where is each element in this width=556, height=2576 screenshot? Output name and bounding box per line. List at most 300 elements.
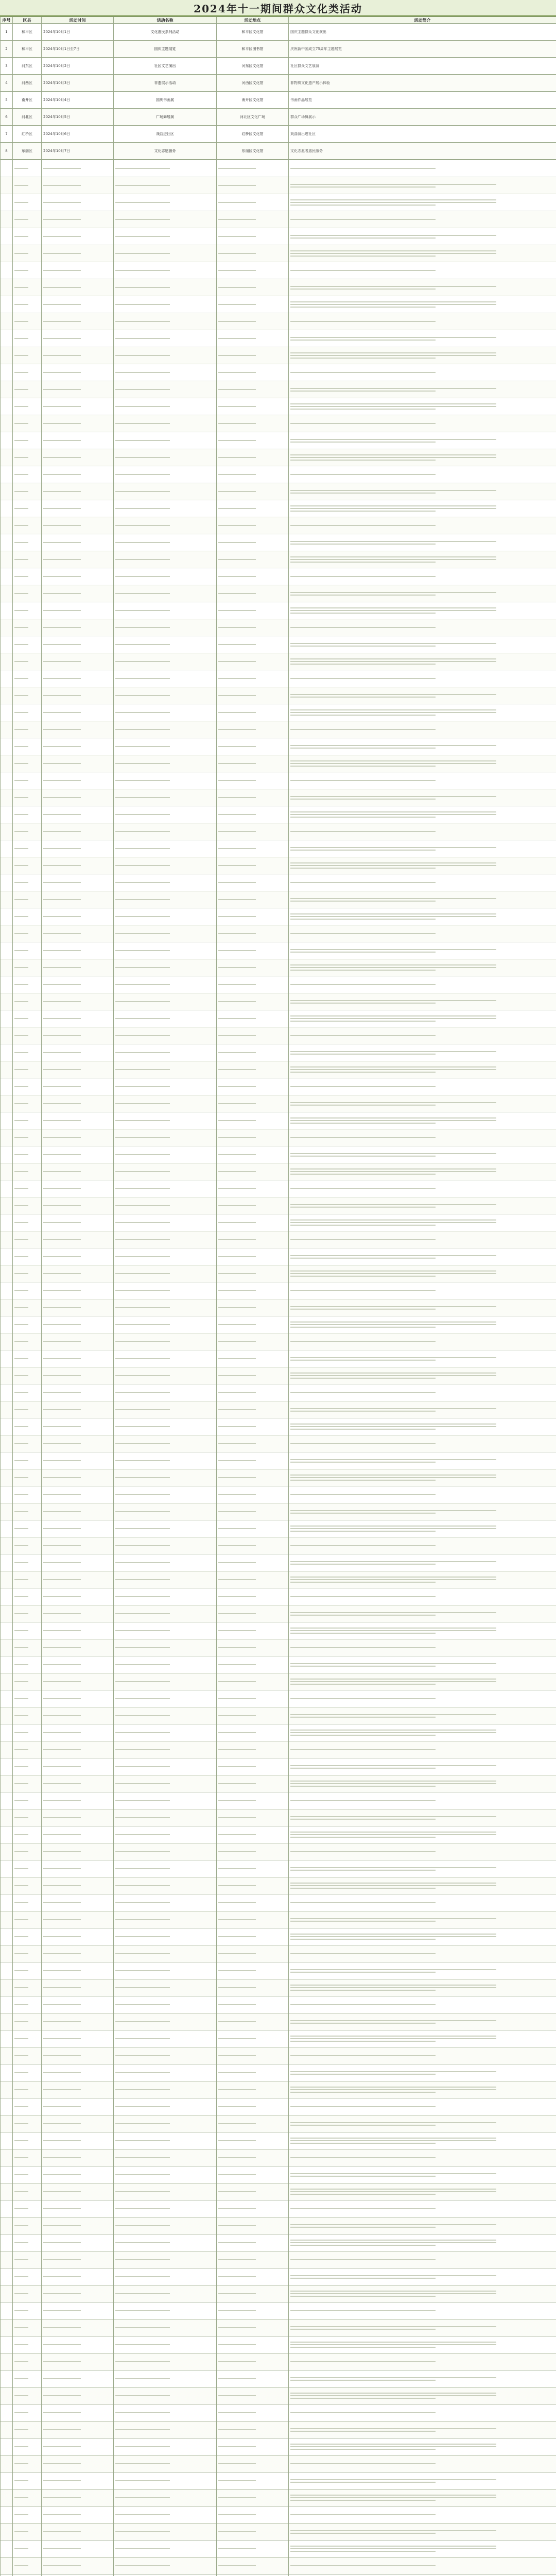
cell-placeholder (217, 1979, 289, 1996)
text-line-placeholder (43, 1324, 81, 1325)
table-row-placeholder (1, 1027, 556, 1044)
cell-placeholder (1, 2047, 13, 2064)
text-line-placeholder (43, 2395, 81, 2396)
text-line-placeholder (14, 1307, 28, 1308)
text-line-placeholder (115, 763, 170, 764)
text-line-placeholder (290, 1735, 436, 1736)
text-line-placeholder (290, 745, 496, 746)
text-line-placeholder (43, 1052, 81, 1053)
cell-placeholder (289, 330, 556, 347)
text-line-placeholder (14, 1868, 28, 1869)
text-line-placeholder (290, 1222, 496, 1223)
text-line-placeholder (115, 2157, 170, 2158)
cell-placeholder (42, 1401, 114, 1418)
cell-placeholder (289, 1231, 556, 1248)
text-line-placeholder (115, 1562, 170, 1563)
cell-placeholder (13, 296, 42, 313)
text-line-placeholder (290, 403, 496, 404)
cell-placeholder (1, 1044, 13, 1061)
table-row-placeholder (1, 1622, 556, 1639)
text-line-placeholder (290, 1480, 436, 1481)
cell-placeholder (42, 1469, 114, 1486)
cell-placeholder (289, 1775, 556, 1792)
cell-placeholder (114, 500, 217, 517)
text-line-placeholder (115, 2310, 170, 2311)
text-line-placeholder (115, 780, 170, 781)
cell-placeholder (217, 1418, 289, 1435)
text-line-placeholder (290, 1174, 436, 1175)
text-line-placeholder (14, 1018, 28, 1019)
cell-placeholder (13, 2064, 42, 2081)
cell-placeholder (42, 1214, 114, 1231)
cell-placeholder (114, 2217, 217, 2234)
cell-placeholder (13, 2285, 42, 2302)
cell-placeholder (13, 1282, 42, 1299)
cell-placeholder (114, 2540, 217, 2557)
text-line-placeholder (14, 1001, 28, 1002)
text-line-placeholder (290, 493, 436, 494)
text-line-placeholder (43, 2157, 81, 2158)
cell-placeholder (1, 1724, 13, 1741)
text-line-placeholder (115, 1545, 170, 1546)
text-line-placeholder (290, 595, 436, 596)
text-line-placeholder (115, 610, 170, 611)
table-row-placeholder (1, 1724, 556, 1741)
cell-time: 2024年10月5日 (42, 109, 114, 126)
cell-placeholder (289, 1061, 556, 1078)
text-line-placeholder (43, 797, 81, 798)
cell-placeholder (42, 857, 114, 874)
table-row-placeholder (1, 840, 556, 857)
cell-placeholder (217, 2115, 289, 2132)
text-line-placeholder (43, 950, 81, 951)
text-line-placeholder (43, 1392, 81, 1393)
text-line-placeholder (290, 2482, 436, 2483)
text-line-placeholder (218, 797, 256, 798)
cell-placeholder (114, 755, 217, 772)
text-line-placeholder (115, 2055, 170, 2056)
cell-placeholder (42, 1826, 114, 1843)
text-line-placeholder (290, 610, 496, 611)
cell-placeholder (42, 1316, 114, 1333)
cell-placeholder (42, 2353, 114, 2370)
table-row-placeholder (1, 2115, 556, 2132)
cell-time: 2024年10月3日 (42, 75, 114, 92)
cell-placeholder (217, 347, 289, 364)
cell-placeholder (114, 245, 217, 262)
text-line-placeholder (115, 1001, 170, 1002)
text-line-placeholder (115, 1443, 170, 1444)
cell-placeholder (289, 500, 556, 517)
text-line-placeholder (14, 1970, 28, 1971)
cell-placeholder (1, 228, 13, 245)
cell-placeholder (1, 1061, 13, 1078)
text-line-placeholder (115, 355, 170, 356)
cell-placeholder (114, 2506, 217, 2523)
text-line-placeholder (43, 933, 81, 934)
text-line-placeholder (218, 2463, 256, 2464)
cell-placeholder (217, 1044, 289, 1061)
cell-placeholder (1, 364, 13, 381)
cell-placeholder (289, 1299, 556, 1316)
cell-placeholder (114, 296, 217, 313)
cell-placeholder (13, 2523, 42, 2540)
text-line-placeholder (218, 2021, 256, 2022)
text-line-placeholder (43, 287, 81, 288)
cell-placeholder (42, 1945, 114, 1962)
cell-placeholder (1, 1180, 13, 1197)
cell-placeholder (42, 1673, 114, 1690)
cell-placeholder (217, 177, 289, 194)
cell-district: 和平区 (13, 24, 42, 41)
text-line-placeholder (43, 1545, 81, 1546)
cell-placeholder (114, 1231, 217, 1248)
cell-placeholder (114, 1588, 217, 1605)
table-row-placeholder (1, 772, 556, 789)
text-line-placeholder (290, 1258, 436, 1259)
text-line-placeholder (115, 1154, 170, 1155)
text-line-placeholder (43, 542, 81, 543)
text-line-placeholder (14, 1766, 28, 1767)
table-row-placeholder (1, 1367, 556, 1384)
text-line-placeholder (218, 2174, 256, 2175)
cell-placeholder (42, 2421, 114, 2438)
cell-placeholder (1, 1945, 13, 1962)
text-line-placeholder (115, 1205, 170, 1206)
cell-placeholder (42, 687, 114, 704)
text-line-placeholder (43, 746, 81, 747)
text-line-placeholder (14, 2038, 28, 2039)
table-row-placeholder (1, 1452, 556, 1469)
cell-placeholder (217, 755, 289, 772)
text-line-placeholder (218, 287, 256, 288)
cell-placeholder (1, 1758, 13, 1775)
table-row-placeholder (1, 1911, 556, 1928)
text-line-placeholder (218, 1732, 256, 1733)
text-line-placeholder (218, 1154, 256, 1155)
text-line-placeholder (290, 1429, 436, 1430)
cell-placeholder (42, 449, 114, 466)
text-line-placeholder (14, 2276, 28, 2277)
text-line-placeholder (115, 1817, 170, 1818)
text-line-placeholder (115, 2565, 170, 2566)
text-line-placeholder (218, 933, 256, 934)
cell-placeholder (289, 2455, 556, 2472)
text-line-placeholder (43, 1902, 81, 1903)
text-line-placeholder (218, 1171, 256, 1172)
cell-placeholder (289, 925, 556, 942)
table-row-placeholder (1, 1214, 556, 1231)
text-line-placeholder (218, 1120, 256, 1121)
text-line-placeholder (290, 1219, 496, 1221)
cell-placeholder (289, 738, 556, 755)
cell-placeholder (289, 1758, 556, 1775)
text-line-placeholder (43, 1800, 81, 1801)
text-line-placeholder (14, 2293, 28, 2294)
cell-placeholder (1, 1435, 13, 1452)
text-line-placeholder (290, 2036, 496, 2037)
cell-placeholder (1, 755, 13, 772)
text-line-placeholder (290, 1462, 436, 1463)
cell-placeholder (114, 228, 217, 245)
cell-placeholder (1, 2064, 13, 2081)
cell-placeholder (289, 296, 556, 313)
text-line-placeholder (43, 593, 81, 594)
cell-placeholder (217, 296, 289, 313)
cell-placeholder (114, 1741, 217, 1758)
table-row-placeholder (1, 2251, 556, 2268)
cell-placeholder (289, 2387, 556, 2404)
cell-placeholder (13, 1503, 42, 1520)
cell-placeholder (1, 2217, 13, 2234)
cell-time: 2024年10月7日 (42, 143, 114, 160)
text-line-placeholder (115, 2361, 170, 2362)
cell-placeholder (114, 942, 217, 959)
text-line-placeholder (14, 729, 28, 730)
text-line-placeholder (218, 865, 256, 866)
table-row-placeholder (1, 1010, 556, 1027)
cell-placeholder (42, 1996, 114, 2013)
text-line-placeholder (115, 1613, 170, 1614)
text-line-placeholder (43, 2242, 81, 2243)
text-line-placeholder (290, 406, 496, 407)
cell-placeholder (114, 1435, 217, 1452)
cell-placeholder (42, 364, 114, 381)
text-line-placeholder (14, 746, 28, 747)
cell-placeholder (114, 1945, 217, 1962)
cell-placeholder (217, 619, 289, 636)
cell-placeholder (13, 2319, 42, 2336)
text-line-placeholder (14, 304, 28, 305)
text-line-placeholder (43, 1732, 81, 1733)
text-line-placeholder (14, 916, 28, 917)
cell-placeholder (13, 1112, 42, 1129)
cell-placeholder (13, 755, 42, 772)
cell-placeholder (114, 1724, 217, 1741)
cell-placeholder (289, 1197, 556, 1214)
cell-placeholder (114, 806, 217, 823)
text-line-placeholder (14, 1953, 28, 1954)
text-line-placeholder (290, 1066, 496, 1067)
cell-placeholder (217, 704, 289, 721)
cell-placeholder (217, 925, 289, 942)
text-line-placeholder (43, 1222, 81, 1223)
text-line-placeholder (14, 1681, 28, 1682)
cell-placeholder (289, 381, 556, 398)
text-line-placeholder (14, 2514, 28, 2515)
text-line-placeholder (115, 236, 170, 237)
table-row-placeholder (1, 2132, 556, 2149)
text-line-placeholder (290, 238, 436, 239)
cell-placeholder (217, 2489, 289, 2506)
cell-placeholder (217, 551, 289, 568)
text-line-placeholder (43, 2191, 81, 2192)
text-line-placeholder (43, 355, 81, 356)
cell-placeholder (13, 2455, 42, 2472)
text-line-placeholder (218, 508, 256, 509)
cell-placeholder (42, 1384, 114, 1401)
text-line-placeholder (290, 694, 496, 695)
text-line-placeholder (43, 712, 81, 713)
cell-placeholder (13, 636, 42, 653)
cell-placeholder (42, 602, 114, 619)
cell-placeholder (289, 2234, 556, 2251)
cell-placeholder (13, 194, 42, 211)
cell-placeholder (289, 1928, 556, 1945)
text-line-placeholder (290, 2208, 436, 2209)
cell-placeholder (114, 2370, 217, 2387)
cell-placeholder (289, 1435, 556, 1452)
text-line-placeholder (290, 709, 496, 710)
table-row-placeholder (1, 1588, 556, 1605)
text-line-placeholder (115, 2072, 170, 2073)
cell-placeholder (42, 1129, 114, 1146)
table-row-placeholder (1, 823, 556, 840)
cell-placeholder (289, 1044, 556, 1061)
text-line-placeholder (115, 1477, 170, 1478)
cell-placeholder (42, 2064, 114, 2081)
table-row-placeholder (1, 466, 556, 483)
text-line-placeholder (14, 1732, 28, 1733)
text-line-placeholder (218, 1783, 256, 1784)
text-line-placeholder (290, 661, 496, 662)
text-line-placeholder (14, 287, 28, 288)
cell-placeholder (1, 1962, 13, 1979)
cell-placeholder (42, 483, 114, 500)
cell-place: 东丽区文化馆 (217, 143, 289, 160)
cell-placeholder (217, 1741, 289, 1758)
text-line-placeholder (218, 1851, 256, 1852)
text-line-placeholder (218, 1953, 256, 1954)
cell-placeholder (42, 840, 114, 857)
text-line-placeholder (218, 1919, 256, 1920)
text-line-placeholder (43, 2072, 81, 2073)
cell-placeholder (42, 1163, 114, 1180)
cell-placeholder (114, 1299, 217, 1316)
text-line-placeholder (218, 1664, 256, 1665)
text-line-placeholder (14, 1511, 28, 1512)
cell-placeholder (42, 976, 114, 993)
cell-placeholder (114, 364, 217, 381)
cell-placeholder (1, 347, 13, 364)
cell-placeholder (42, 415, 114, 432)
cell-placeholder (42, 2285, 114, 2302)
text-line-placeholder (290, 250, 496, 251)
text-line-placeholder (43, 1290, 81, 1291)
cell-placeholder (114, 653, 217, 670)
text-line-placeholder (115, 576, 170, 577)
text-line-placeholder (218, 1443, 256, 1444)
text-line-placeholder (290, 2245, 436, 2246)
table-row-placeholder (1, 2030, 556, 2047)
cell-placeholder (13, 1775, 42, 1792)
text-line-placeholder (115, 1596, 170, 1597)
text-line-placeholder (290, 850, 436, 851)
cell-placeholder (114, 1214, 217, 1231)
text-line-placeholder (43, 644, 81, 645)
text-line-placeholder (218, 1936, 256, 1937)
text-line-placeholder (14, 2378, 28, 2379)
text-line-placeholder (290, 1885, 496, 1886)
cell-placeholder (289, 2438, 556, 2455)
text-line-placeholder (14, 508, 28, 509)
text-line-placeholder (290, 1309, 436, 1310)
text-line-placeholder (290, 2071, 496, 2072)
cell-placeholder (13, 432, 42, 449)
text-line-placeholder (14, 2259, 28, 2260)
text-line-placeholder (14, 389, 28, 390)
text-line-placeholder (14, 457, 28, 458)
table-row (1, 75, 556, 92)
text-line-placeholder (290, 1786, 436, 1787)
text-line-placeholder (43, 2106, 81, 2107)
text-line-placeholder (115, 2327, 170, 2328)
text-line-placeholder (290, 1357, 496, 1358)
text-line-placeholder (115, 797, 170, 798)
text-line-placeholder (115, 2038, 170, 2039)
text-line-placeholder (290, 388, 496, 389)
cell-placeholder (114, 1248, 217, 1265)
cell-desc: 非物质文化遗产展示体验 (289, 75, 556, 92)
text-line-placeholder (43, 1919, 81, 1920)
cell-placeholder (217, 2455, 289, 2472)
cell-placeholder (13, 1367, 42, 1384)
text-line-placeholder (218, 1834, 256, 1835)
text-line-placeholder (290, 1015, 496, 1016)
cell-placeholder (217, 1860, 289, 1877)
cell-placeholder (13, 1027, 42, 1044)
cell-placeholder (289, 2370, 556, 2387)
cell-placeholder (289, 1350, 556, 1367)
table-row-placeholder (1, 364, 556, 381)
cell-placeholder (13, 313, 42, 330)
text-line-placeholder (14, 1579, 28, 1580)
text-line-placeholder (218, 219, 256, 220)
table-row-placeholder (1, 687, 556, 704)
text-line-placeholder (290, 2533, 436, 2534)
text-line-placeholder (218, 1324, 256, 1325)
cell-placeholder (114, 1044, 217, 1061)
text-line-placeholder (218, 168, 256, 169)
cell-district: 河北区 (13, 109, 42, 126)
cell-placeholder (217, 806, 289, 823)
cell-placeholder (42, 2523, 114, 2540)
text-line-placeholder (290, 1545, 436, 1546)
text-line-placeholder (43, 2174, 81, 2175)
table-row-placeholder (1, 2234, 556, 2251)
cell-placeholder (289, 1962, 556, 1979)
cell-placeholder (217, 2472, 289, 2489)
text-line-placeholder (290, 187, 436, 188)
text-line-placeholder (115, 2174, 170, 2175)
text-line-placeholder (218, 2225, 256, 2226)
cell-placeholder (42, 1299, 114, 1316)
cell-name: 国庆书画展 (114, 92, 217, 109)
cell-placeholder (217, 2064, 289, 2081)
cell-placeholder (289, 2523, 556, 2540)
cell-placeholder (42, 959, 114, 976)
cell-placeholder (114, 347, 217, 364)
cell-placeholder (114, 2302, 217, 2319)
cell-placeholder (42, 381, 114, 398)
cell-placeholder (114, 789, 217, 806)
cell-placeholder (289, 2472, 556, 2489)
cell-placeholder (217, 1231, 289, 1248)
table-row-placeholder (1, 245, 556, 262)
table-row-placeholder (1, 1418, 556, 1435)
text-line-placeholder (43, 2463, 81, 2464)
cell-placeholder (1, 398, 13, 415)
